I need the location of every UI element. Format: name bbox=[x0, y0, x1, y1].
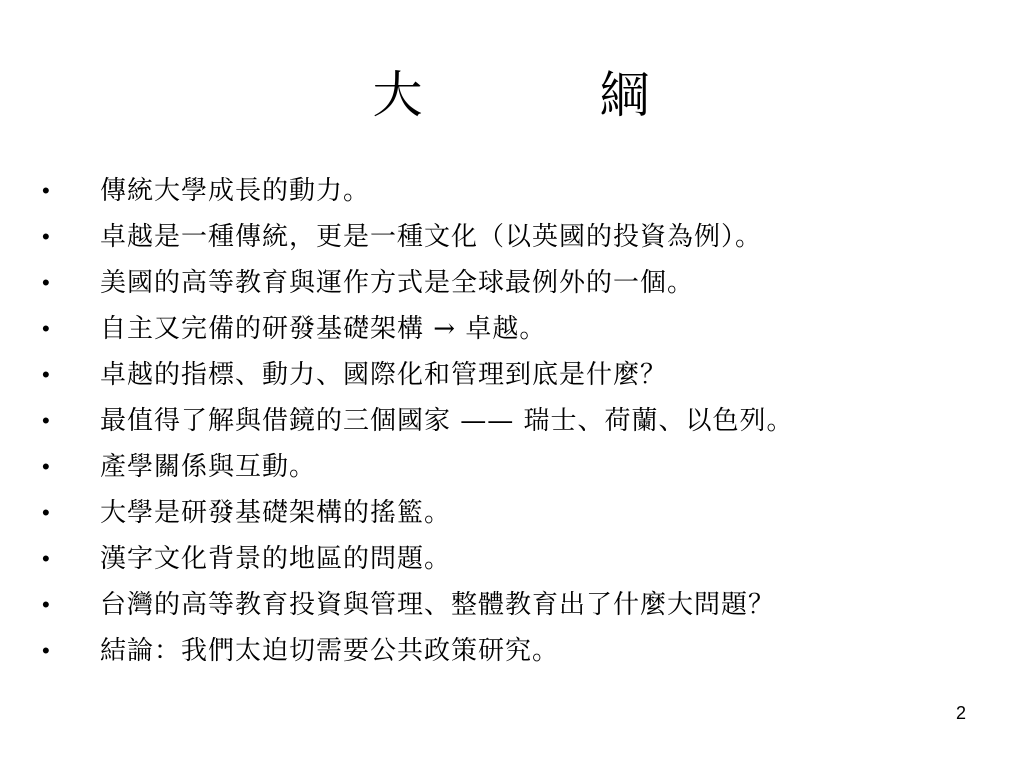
bullet-dot-icon: • bbox=[42, 546, 50, 571]
bullet-item-6 bbox=[0, 398, 1024, 444]
bullet-dot-icon: • bbox=[42, 638, 50, 663]
bullet-text: 結論：我們太迫切需要公共政策研究。 bbox=[100, 636, 560, 666]
bullet-item-1 bbox=[0, 168, 1024, 214]
bullet-item-8 bbox=[0, 490, 1024, 536]
bullet-dot-icon: • bbox=[42, 178, 50, 203]
bullet-text: 台灣的高等教育投資與管理、整體教育出了什麼大問題？ bbox=[100, 590, 776, 620]
bullet-item-5 bbox=[0, 352, 1024, 398]
bullet-item-2 bbox=[0, 214, 1024, 260]
bullet-text: 卓越是一種傳統，更是一種文化（以英國的投資為例）。 bbox=[100, 222, 763, 252]
bullet-dot-icon: • bbox=[42, 224, 50, 249]
bullet-item-10 bbox=[0, 582, 1024, 628]
bullet-item-4 bbox=[0, 306, 1024, 352]
bullet-text: 美國的高等教育與運作方式是全球最例外的一個。 bbox=[100, 268, 695, 298]
bullet-text: 最值得了解與借鏡的三個國家 —— 瑞士、荷蘭、以色列。 bbox=[100, 406, 794, 436]
slide-title-char-1: 大 bbox=[372, 66, 425, 124]
bullet-item-11 bbox=[0, 628, 1024, 674]
bullet-text: 傳統大學成長的動力。 bbox=[100, 176, 371, 206]
bullet-dot-icon: • bbox=[42, 500, 50, 525]
bullet-text: 卓越的指標、動力、國際化和管理到底是什麼？ bbox=[100, 360, 668, 390]
page-number: 2 bbox=[955, 703, 966, 723]
bullet-item-9 bbox=[0, 536, 1024, 582]
slide-title-char-2: 綱 bbox=[599, 66, 652, 124]
bullet-item-7 bbox=[0, 444, 1024, 490]
bullet-dot-icon: • bbox=[42, 362, 50, 387]
bullet-dot-icon: • bbox=[42, 454, 50, 479]
bullet-text: 大學是研發基礎架構的搖籃。 bbox=[100, 498, 452, 528]
slide-title bbox=[0, 60, 1024, 130]
bullet-dot-icon: • bbox=[42, 592, 50, 617]
bullet-text: 漢字文化背景的地區的問題。 bbox=[100, 544, 452, 574]
bullet-dot-icon: • bbox=[42, 316, 50, 341]
bullet-dot-icon: • bbox=[42, 408, 50, 433]
bullet-item-3 bbox=[0, 260, 1024, 306]
bullet-text: 產學關係與互動。 bbox=[100, 452, 317, 482]
bullet-dot-icon: • bbox=[42, 270, 50, 295]
bullet-list bbox=[0, 168, 1024, 674]
bullet-text: 自主又完備的研發基礎架構 → 卓越。 bbox=[100, 314, 547, 344]
